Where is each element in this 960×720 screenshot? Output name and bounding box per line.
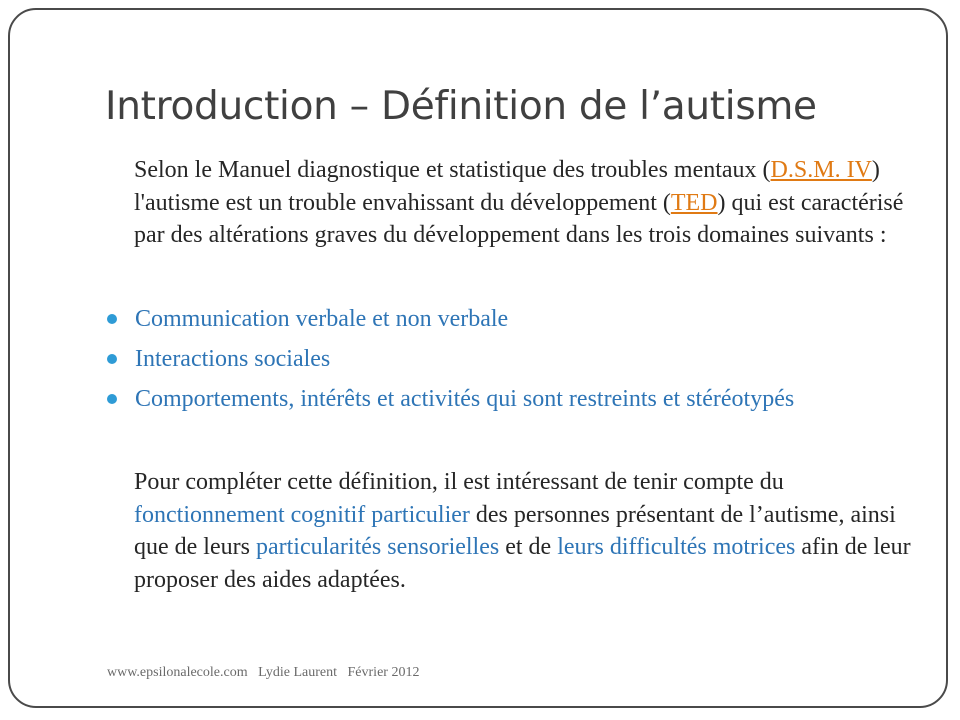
highlight-motrices: leurs difficultés motrices [557, 534, 796, 560]
intro-paragraph [134, 154, 914, 252]
bullet-text: Communication verbale et non verbale [135, 306, 509, 332]
intro-text-part1: Selon le Manuel diagnostique et statistique des troubles mentaux ( [134, 157, 771, 183]
bullet-dot-icon [107, 314, 117, 324]
slide-footer: www.epsilonalecole.com Lydie Laurent Février 2012 [107, 665, 420, 680]
bullet-dot-icon [107, 394, 117, 404]
conclusion-text-part3: et de [505, 534, 558, 560]
bullet-dot-icon [107, 354, 117, 364]
highlight-cognitif: fonctionnement cognitif particulier [134, 501, 470, 528]
intro-text-part2: ) l'autisme est un trouble envahissant du développement ( [134, 157, 880, 216]
ted-link[interactable]: TED [670, 189, 718, 216]
domain-bullet-list [106, 304, 926, 424]
conclusion-text-part4: afin de leur proposer des aides adaptées. [134, 534, 911, 593]
bullet-item-communication [106, 304, 926, 335]
highlight-sensorielles: particularités sensorielles [255, 534, 506, 560]
slide-title: Introduction – Définition de l’autisme [105, 84, 817, 129]
conclusion-text-part1: Pour compléter cette définition, il est intéressant de tenir compte du [134, 469, 784, 495]
conclusion-paragraph [134, 466, 914, 596]
bullet-item-interactions [106, 344, 926, 375]
bullet-text: Comportements, intérêts et activités qui sont restreints et stéréotypés [135, 386, 795, 412]
conclusion-text-part2: des personnes présentant de l’autisme, ainsi que de leurs [134, 501, 896, 560]
bullet-text: Interactions sociales [135, 346, 331, 372]
dsm-link[interactable]: D.S.M. IV [770, 157, 872, 183]
intro-text-part3: ) qui est caractérisé par des altérations graves du développement dans les trois domaines suivants : [134, 189, 904, 248]
bullet-item-comportements [106, 384, 926, 415]
